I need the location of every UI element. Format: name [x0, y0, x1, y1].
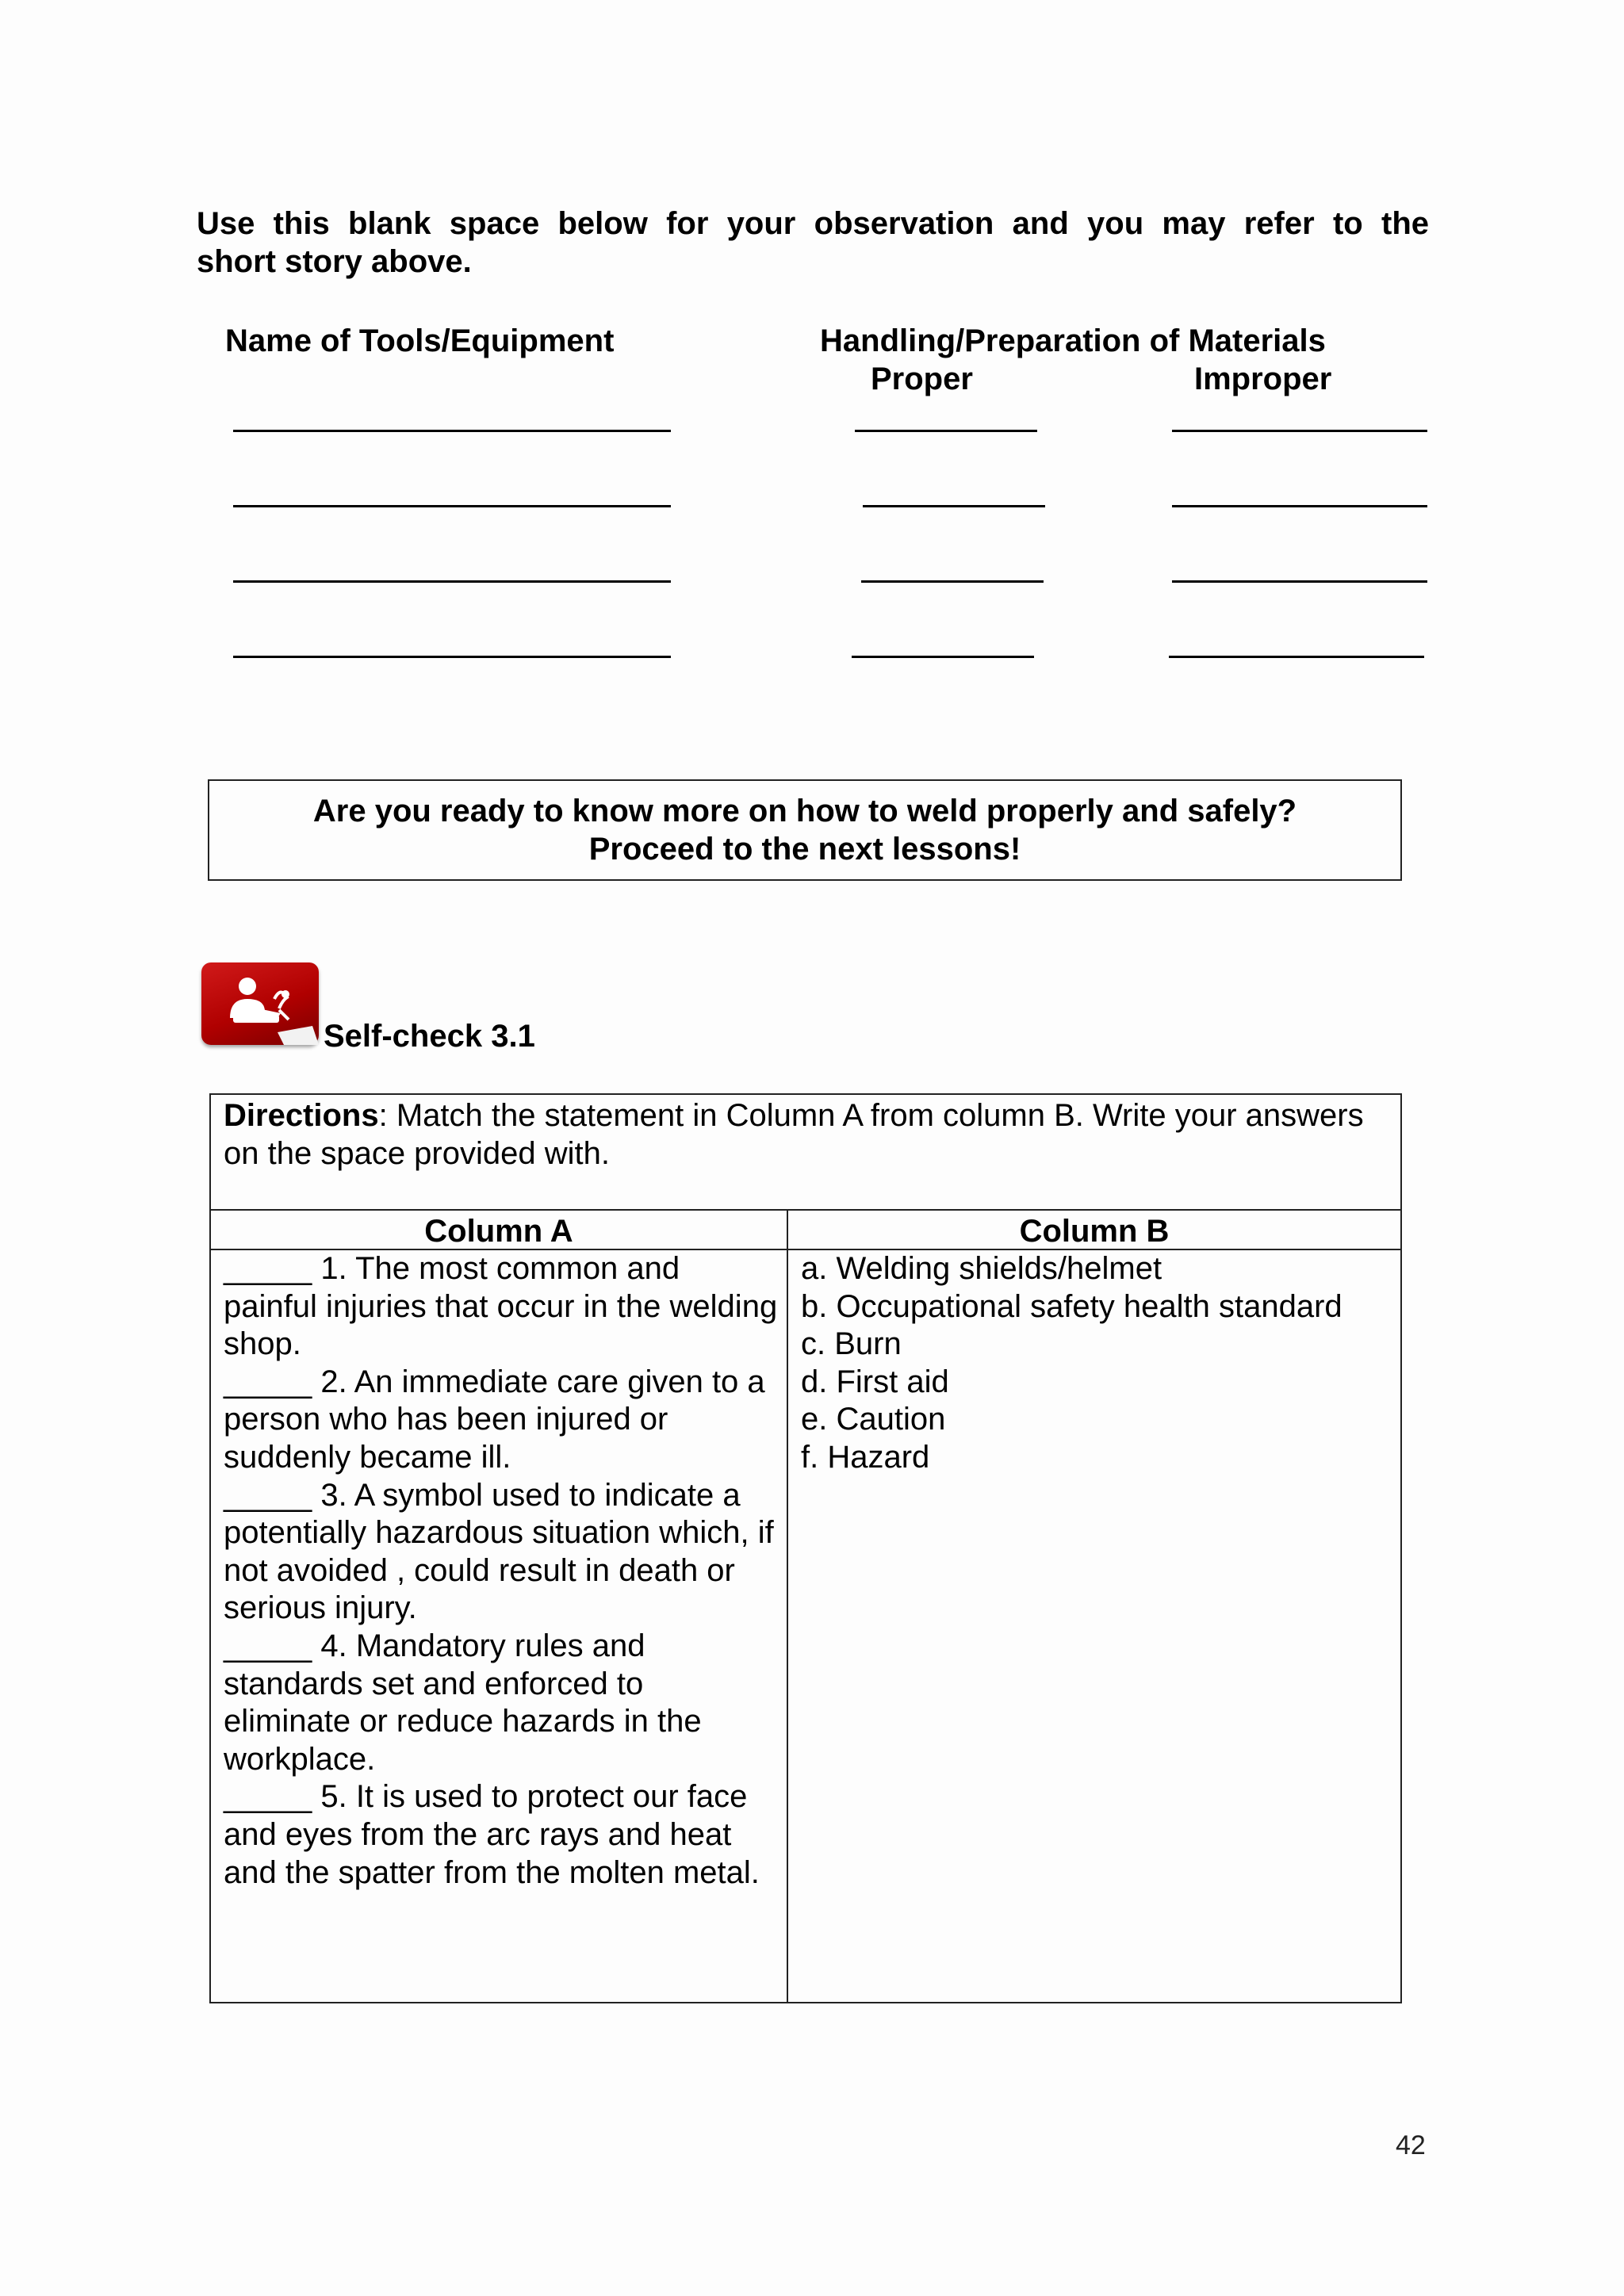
column-b-list	[801, 1250, 1372, 1477]
tool-blank-4[interactable]	[233, 656, 671, 658]
tools-column-header: Name of Tools/Equipment	[225, 323, 615, 358]
improper-blank-2[interactable]	[1172, 505, 1427, 507]
column-b-item-f: f. Hazard	[801, 1439, 930, 1475]
tool-blank-1[interactable]	[233, 430, 671, 432]
column-b-header: Column B	[1019, 1214, 1170, 1249]
handling-column-header: Handling/Preparation of Materials	[820, 323, 1326, 358]
proper-blank-3[interactable]	[861, 580, 1044, 583]
column-a-item-2: _____ 2. An immediate care given to a person who has been injured or suddenly became ill.	[224, 1364, 765, 1475]
column-a-item-1: _____ 1. The most common and painful injuries that occur in the welding shop.	[224, 1251, 778, 1362]
column-b-item-a: a. Welding shields/helmet	[801, 1251, 1162, 1286]
proper-blank-2[interactable]	[863, 505, 1045, 507]
improper-subheader: Improper	[1194, 362, 1332, 396]
self-check-icon	[201, 962, 319, 1045]
column-a-list	[224, 1250, 779, 1892]
improper-blank-3[interactable]	[1172, 580, 1427, 583]
column-a-item-4: _____ 4. Mandatory rules and standards set and enforced to eliminate or reduce hazards in the workplace.	[224, 1628, 702, 1777]
instructions-line-2: short story above.	[197, 244, 472, 279]
page-number: 42	[1396, 2130, 1426, 2160]
table-column-divider	[787, 1209, 788, 2002]
callout-line-2: Proceed to the next lessons!	[588, 832, 1021, 867]
instructions	[197, 205, 1429, 281]
next-lesson-callout	[208, 779, 1402, 881]
self-check-title: Self-check 3.1	[324, 1019, 535, 1054]
matching-table	[209, 1093, 1402, 2003]
improper-blank-1[interactable]	[1172, 430, 1427, 432]
callout-line-1: Are you ready to know more on how to weld properly and safely?	[312, 794, 1297, 828]
column-b-item-d: d. First aid	[801, 1364, 949, 1399]
directions	[224, 1095, 1381, 1173]
column-b-item-c: c. Burn	[801, 1326, 902, 1362]
proper-blank-1[interactable]	[855, 430, 1037, 432]
directions-label: Directions	[224, 1098, 379, 1133]
column-b-item-e: e. Caution	[801, 1402, 946, 1437]
tool-blank-3[interactable]	[233, 580, 671, 583]
directions-text: : Match the statement in Column A from column B. Write your answers on the space provided with.	[224, 1098, 1364, 1171]
column-b-item-b: b. Occupational safety health standard	[801, 1288, 1342, 1324]
instructions-line-1: Use this blank space below for your observation and you may refer to the	[197, 206, 1429, 241]
proper-subheader: Proper	[871, 362, 973, 396]
proper-blank-4[interactable]	[852, 656, 1034, 658]
column-a-header: Column A	[424, 1214, 573, 1249]
column-a-item-5: _____ 5. It is used to protect our face and eyes from the arc rays and heat and the spatter from the molten metal.	[224, 1779, 760, 1890]
table-divider-top	[211, 1209, 1400, 1211]
column-a-item-3: _____ 3. A symbol used to indicate a potentially hazardous situation which, if not avoided , could result in death or serious injury.	[224, 1477, 774, 1626]
improper-blank-4[interactable]	[1169, 656, 1424, 658]
tool-blank-2[interactable]	[233, 505, 671, 507]
